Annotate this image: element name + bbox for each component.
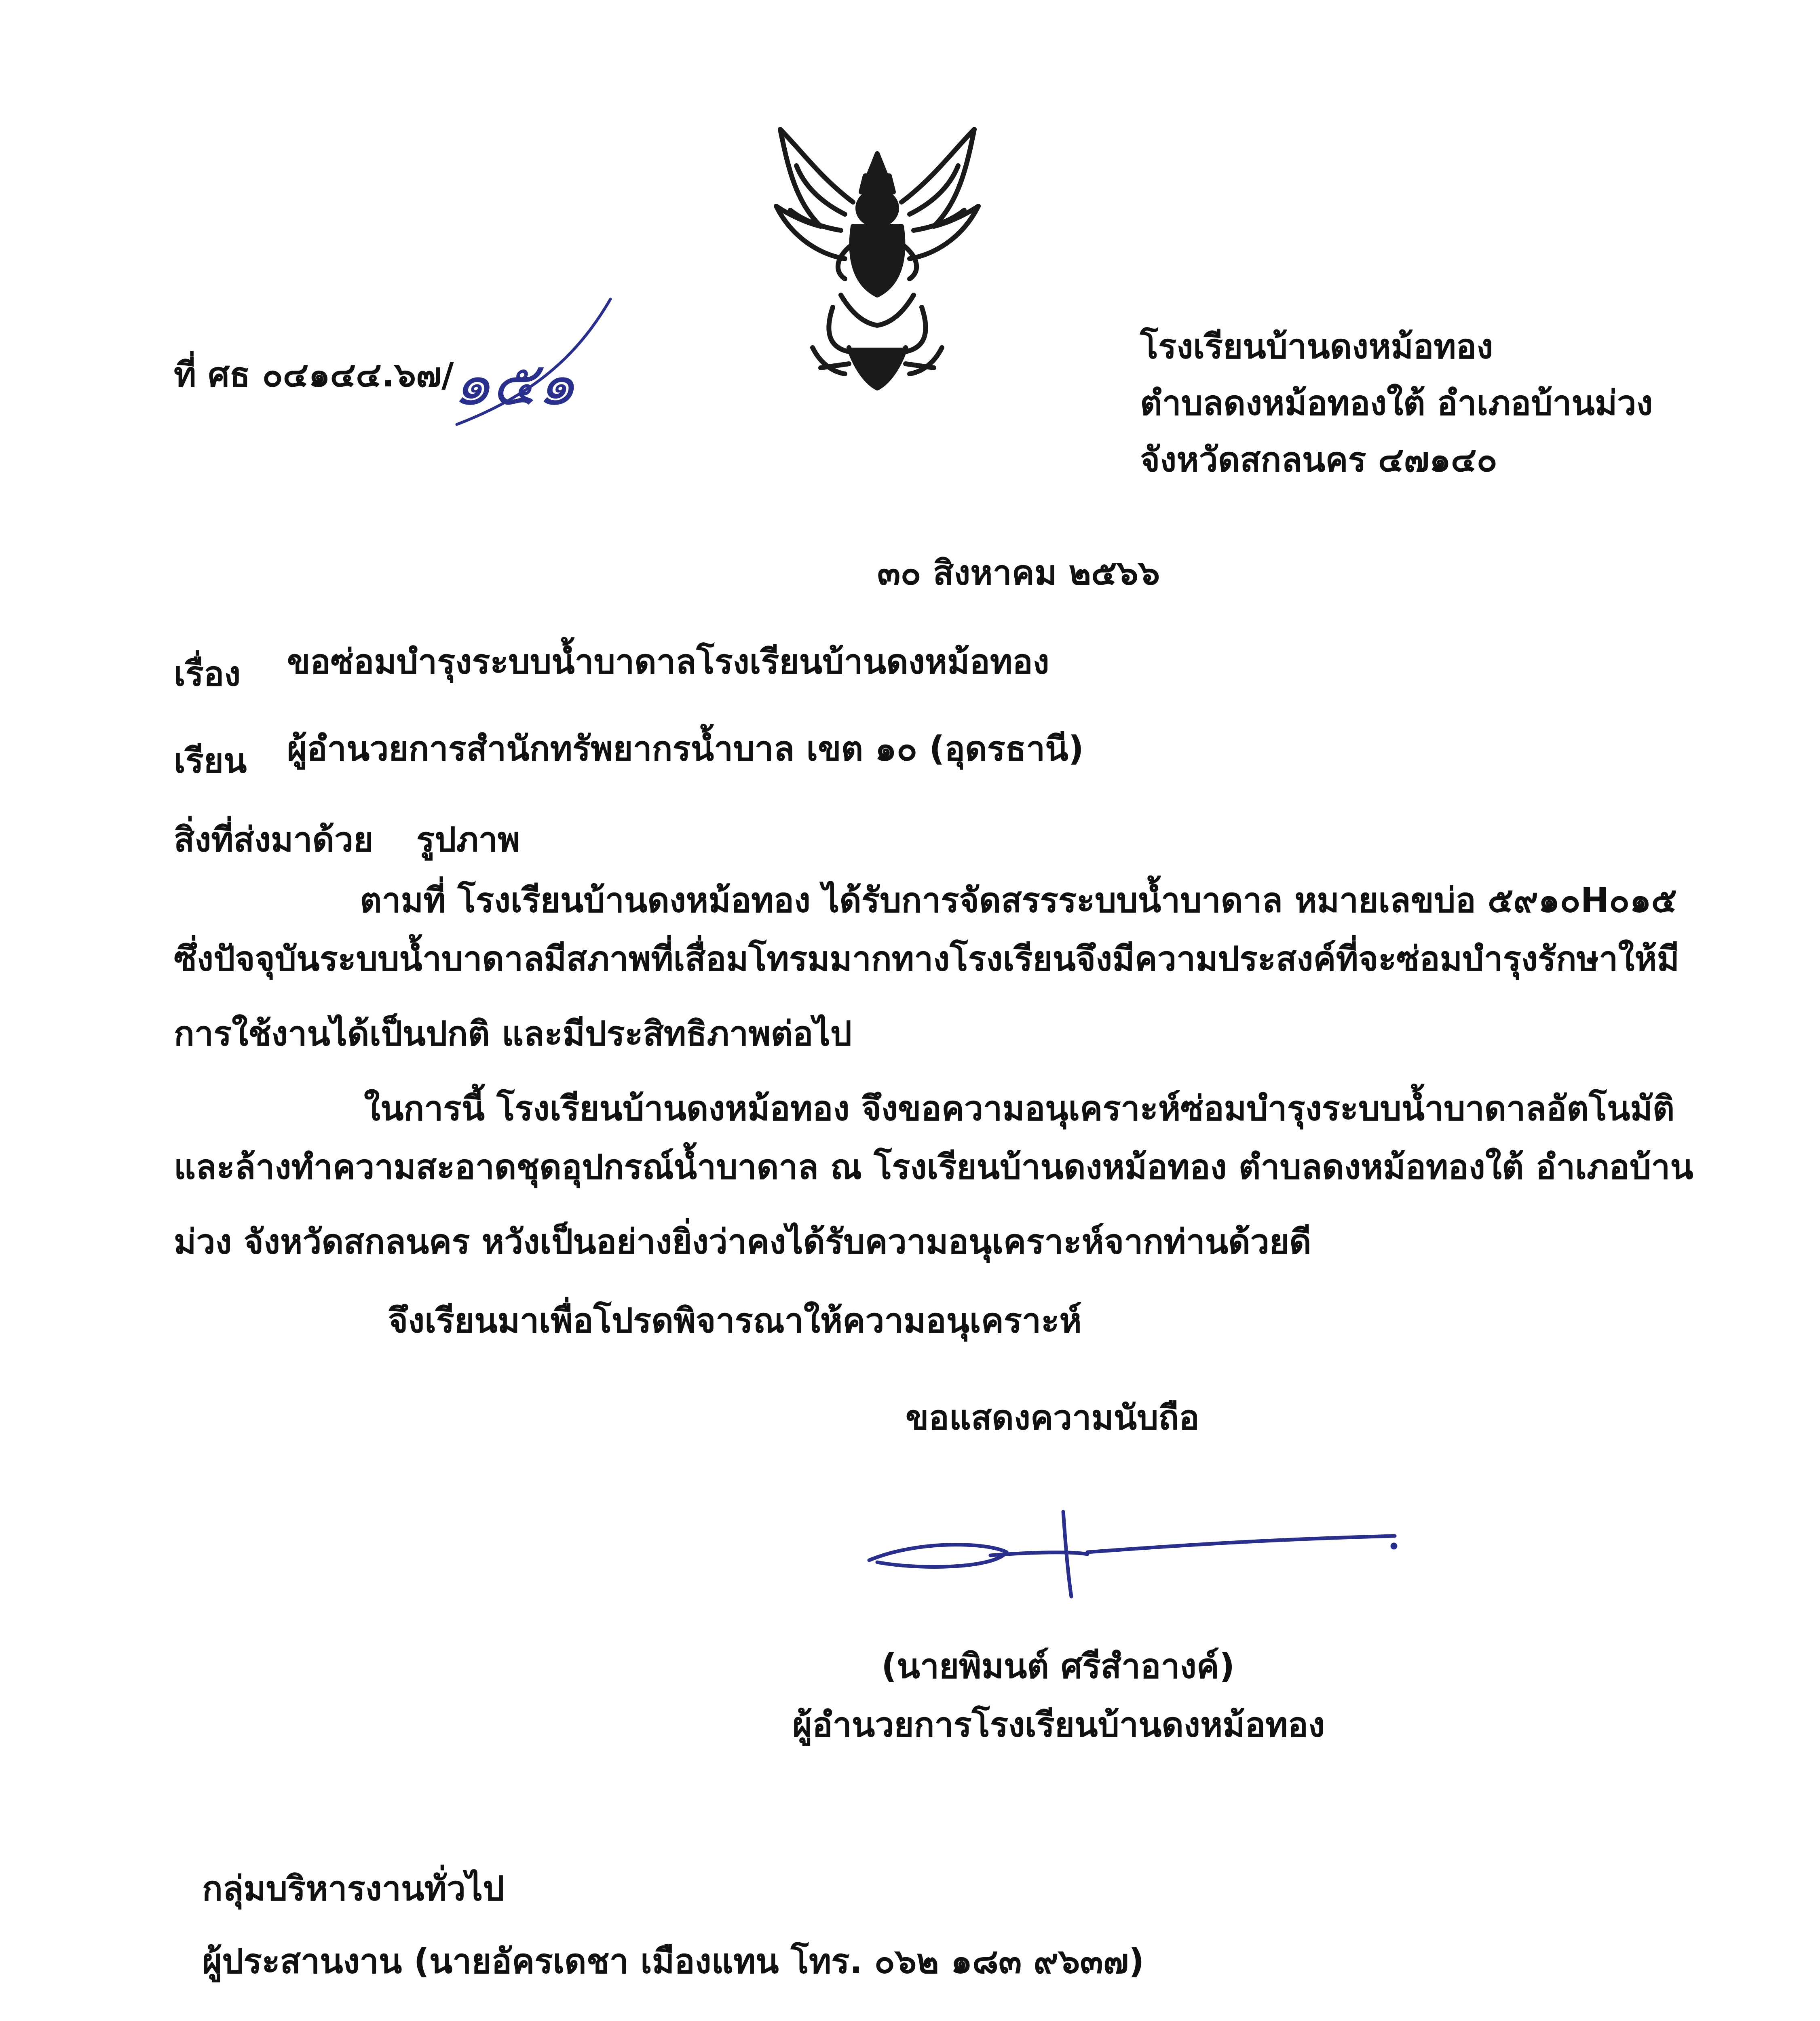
enclosure-text: รูปภาพ	[416, 820, 520, 859]
sender-line-2: ตำบลดงหม้อทองใต้ อำเภอบ้านม่วง	[1140, 383, 1653, 423]
signatory-name: (นายพิมนต์ ศรีสำอางค์)	[881, 1646, 1235, 1686]
sender-line-1: โรงเรียนบ้านดงหม้อทอง	[1140, 327, 1493, 366]
signature-mark	[861, 1504, 1407, 1609]
subject-text: ขอซ่อมบำรุงระบบน้ำบาดาลโรงเรียนบ้านดงหม้อทอง	[287, 642, 1049, 681]
paragraph-1-line-2: ซึ่งปัจจุบันระบบน้ำบาดาลมีสภาพที่เสื่อมโทรมมากทางโรงเรียนจึงมีความประสงค์ที่จะซ่อมบำรุงรักษาให้มี	[174, 939, 1680, 979]
closing-salutation: ขอแสดงความนับถือ	[906, 1398, 1199, 1437]
recipient-label: เรียน	[174, 741, 247, 781]
paragraph-2-line-1: ในการนี้ โรงเรียนบ้านดงหม้อทอง จึงขอความอนุเคราะห์ซ่อมบำรุงระบบน้ำบาดาลอัตโนมัติ	[364, 1089, 1675, 1128]
recipient-text: ผู้อำนวยการสำนักทรัพยากรน้ำบาล เขต ๑๐ (อุดรธานี)	[287, 729, 1084, 768]
coordinator: ผู้ประสานงาน (นายอัครเดชา เมืองแทน โทร. ๐๖๒ ๑๘๓ ๙๖๓๗)	[202, 1941, 1144, 1981]
letter-date: ๓๐ สิงหาคม ๒๕๖๖	[877, 553, 1160, 593]
enclosure-label: สิ่งที่ส่งมาด้วย	[174, 820, 374, 859]
sender-line-3: จังหวัดสกลนคร ๔๗๑๔๐	[1140, 440, 1497, 479]
paragraph-2-line-3: ม่วง จังหวัดสกลนคร หวังเป็นอย่างยิ่งว่าคงได้รับความอนุเคราะห์จากท่านด้วยดี	[174, 1222, 1311, 1262]
paragraph-2-line-2: และล้างทำความสะอาดชุดอุปกรณ์น้ำบาดาล ณ โรงเรียนบ้านดงหม้อทอง ตำบลดงหม้อทองใต้ อำเภอบ้าน	[174, 1147, 1693, 1187]
signatory-title: ผู้อำนวยการโรงเรียนบ้านดงหม้อทอง	[792, 1705, 1325, 1745]
reference-prefix: ที่ ศธ ๐๔๑๔๔.๖๗/	[174, 355, 454, 394]
reference-number-handwritten: ๑๕๑	[453, 349, 576, 419]
closing-request: จึงเรียนมาเพื่อโปรดพิจารณาให้ความอนุเคราะห์	[388, 1301, 1082, 1340]
handwritten-slash-mark	[449, 291, 619, 428]
paragraph-1-line-1: ตามที่ โรงเรียนบ้านดงหม้อทอง ได้รับการจัดสรรระบบน้ำบาดาล หมายเลขบ่อ ๕๙๑๐H๐๑๕	[360, 880, 1677, 920]
paragraph-1-line-3: การใช้งานได้เป็นปกติ และมีประสิทธิภาพต่อไป	[174, 1014, 852, 1053]
subject-label: เรื่อง	[174, 654, 241, 694]
department: กลุ่มบริหารงานทั่วไป	[202, 1869, 505, 1908]
garuda-emblem-icon	[752, 121, 1003, 396]
